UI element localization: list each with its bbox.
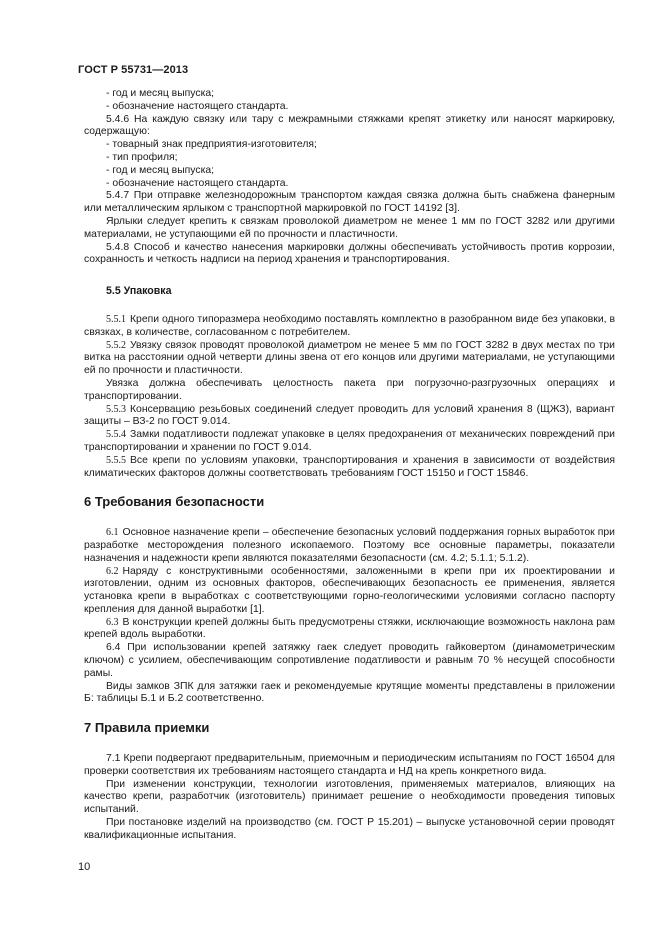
paragraph: - год и месяц выпуска; <box>106 88 215 99</box>
paragraph-5-5-2 <box>84 340 615 378</box>
clause-number: 5.5.1 <box>106 313 126 325</box>
clause-text: Замки податливости подлежат упаковке в целях предохранения от механических повреждений при транспортировании и хранении по ГОСТ 9.014. <box>84 429 615 453</box>
paragraph-5-4-6: 5.4.6 На каждую связку или тару с межрамными стяжками крепят этикетку или наносят маркировку, содержащую: <box>84 113 615 138</box>
clause-text: Все крепи по условиям упаковки, транспортирования и хранения в зависимости от воздействия климатических факторов должны соответствовать требованиям ГОСТ 15150 и ГОСТ 15846. <box>84 454 615 479</box>
document-body <box>84 88 615 843</box>
paragraph-7-1: 7.1 Крепи подвергают предварительным, приемочным и периодическим испытаниям по ГОСТ 16504 для проверки соответствия их требованиям настоящего стандарта и НД на крепь конкретного вида. <box>84 753 615 777</box>
paragraph: - обозначение настоящего стандарта. <box>106 100 289 112</box>
section-heading-7: 7 Правила приемки <box>84 720 210 736</box>
document-code-header: ГОСТ Р 55731—2013 <box>78 64 189 76</box>
paragraph: Виды замков ЗПК для затяжки гаек и рекомендуемые крутящие моменты представлены в приложении Б: таблицы Б.1 и Б.2 соответственно. <box>84 680 615 705</box>
clause-number: 6.3 <box>106 616 119 628</box>
clause-number: 6.2 <box>106 565 119 577</box>
paragraph-5-4-7: 5.4.7 При отправке железнодорожным транспортом каждая связка должна быть снабжена фанерным или металлическим ярлыком с транспортной маркировкой по ГОСТ 14192 [3]. <box>84 190 615 215</box>
paragraph-6-3 <box>84 617 615 643</box>
paragraph-6-1 <box>84 527 615 565</box>
paragraph: При постановке изделий на производство (см. ГОСТ Р 15.201) – выпуске установочной серии проводят квалификационные испытания. <box>84 817 615 841</box>
clause-number: 5.5.2 <box>106 339 126 351</box>
clause-text: Наряду с конструктивными особенностями, заложенными в крепи при их проектировании и изготовлении, одним из основных факторов, обеспечивающих безопасность ее применения, является установка крепи в выработках с соответствующими горно-геологическими условиями согласно паспорту крепления для данной выработки [1]. <box>84 565 615 615</box>
paragraph-5-4-8: 5.4.8 Способ и качество нанесения маркировки должны обеспечивать устойчивость против коррозии, сохранность и четкость надписи на период хранения и транспортирования. <box>84 241 615 266</box>
section-heading-5-5: 5.5 Упаковка <box>106 285 172 298</box>
clause-text: В конструкции крепей должны быть предусмотрены стяжки, исключающие возможность наклона рам крепей вдоль выработки. <box>84 616 615 641</box>
paragraph-6-2 <box>84 566 615 617</box>
section-heading-6: 6 Требования безопасности <box>84 494 265 510</box>
clause-number: 5.5.4 <box>106 429 126 441</box>
paragraph-5-5-1 <box>84 314 615 340</box>
paragraph: - тип профиля; <box>106 151 178 163</box>
paragraph-6-4: 6.4 При использовании крепей затяжку гаек следует проводить гайковертом (динамометрическим ключом) с усилием, обеспечивающим сопротивление податливости и равным 70 % несущей способности рамы. <box>84 642 615 679</box>
clause-number: 6.1 <box>106 527 119 539</box>
paragraph: При изменении конструкции, технологии изготовления, применяемых материалов, влияющих на качество крепи, разработчик (изготовитель) принимает решение о необходимости проведения типовых испытаний. <box>84 778 615 816</box>
paragraph-5-5-4 <box>84 429 615 455</box>
paragraph: Увязка должна обеспечивать целостность пакета при погрузочно-разгрузочных операциях и транспортировании. <box>84 377 615 402</box>
clause-number: 5.5.5 <box>106 454 126 466</box>
paragraph: Ярлыки следует крепить к связкам проволокой диаметром не менее 1 мм по ГОСТ 3282 или другими материалами, не уступающими ей по прочности и пластичности. <box>84 215 615 240</box>
paragraph-5-5-3 <box>84 404 615 430</box>
paragraph-5-5-5 <box>84 455 615 481</box>
paragraph: - товарный знак предприятия-изготовителя; <box>106 139 317 151</box>
clause-number: 5.5.3 <box>106 403 126 415</box>
clause-text: Увязку связок проводят проволокой диаметром не менее 5 мм по ГОСТ 3282 в двух местах по три витка на расстоянии одной четверти длины звена от его концов или другими материалами, не уступающими ей по прочности и пластичности. <box>84 339 615 377</box>
clause-text: Основное назначение крепи – обеспечение безопасных условий поддержания горных выработок при разработке месторождения полезного ископаемого. Поэтому все основные параметры, показатели назначения и надежности крепи являются показателями безопасности (см. 4.2; 5.1.1; 5.1.2). <box>84 527 615 564</box>
clause-text: Консервацию резьбовых соединений следует проводить для условий хранения 8 (ЩЖЗ), вариант защиты – ВЗ-2 по ГОСТ 9.014. <box>84 403 615 428</box>
paragraph: - год и месяц выпуска; <box>106 164 215 176</box>
clause-text: Крепи одного типоразмера необходимо поставлять комплектно в разобранном виде без упаковки, в связках, в количестве, согласованном с потребителем. <box>84 313 615 338</box>
page-number: 10 <box>78 861 91 873</box>
paragraph: - обозначение настоящего стандарта. <box>106 177 289 189</box>
